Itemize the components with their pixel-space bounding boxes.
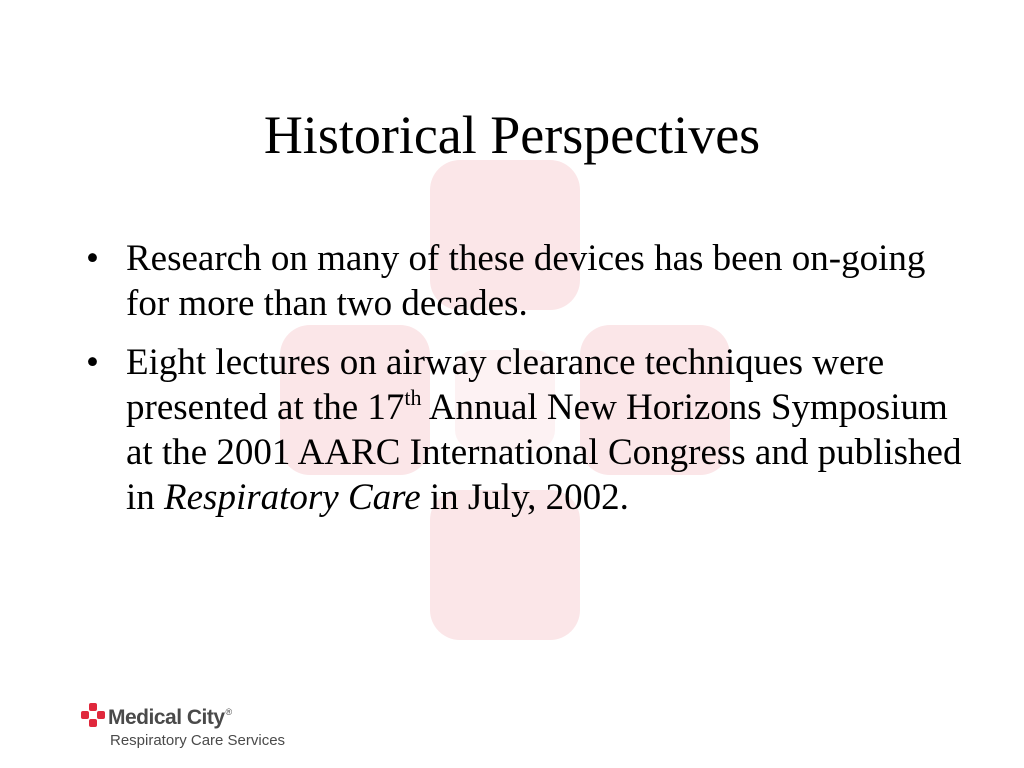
bullet-list (82, 236, 962, 534)
bullet-dot: • (86, 342, 99, 383)
medical-cross-icon (80, 702, 106, 728)
bullet-text: in July, 2002. (420, 477, 629, 518)
logo-name-text: Medical City (108, 706, 225, 729)
logo-name (108, 706, 232, 730)
ordinal-superscript: th (404, 385, 422, 410)
bullet-text: Eight lectures on airway clearance techniques were presented at the 17 (126, 342, 885, 428)
trademark-mark: ® (225, 707, 232, 717)
journal-title: Respiratory Care (164, 477, 421, 518)
bullet-dot: • (86, 238, 99, 279)
bullet-item (82, 236, 962, 326)
bullet-item (82, 340, 962, 520)
bullet-text: Annual New Horizons Symposium at the 2001 AARC International Congress and published in (126, 387, 962, 518)
medical-city-logo (80, 702, 320, 752)
slide-title: Historical Perspectives (263, 105, 761, 165)
logo-subtitle: Respiratory Care Services (110, 732, 286, 749)
bullet-text: Research on many of these devices has been on-going for more than two decades. (126, 238, 926, 324)
